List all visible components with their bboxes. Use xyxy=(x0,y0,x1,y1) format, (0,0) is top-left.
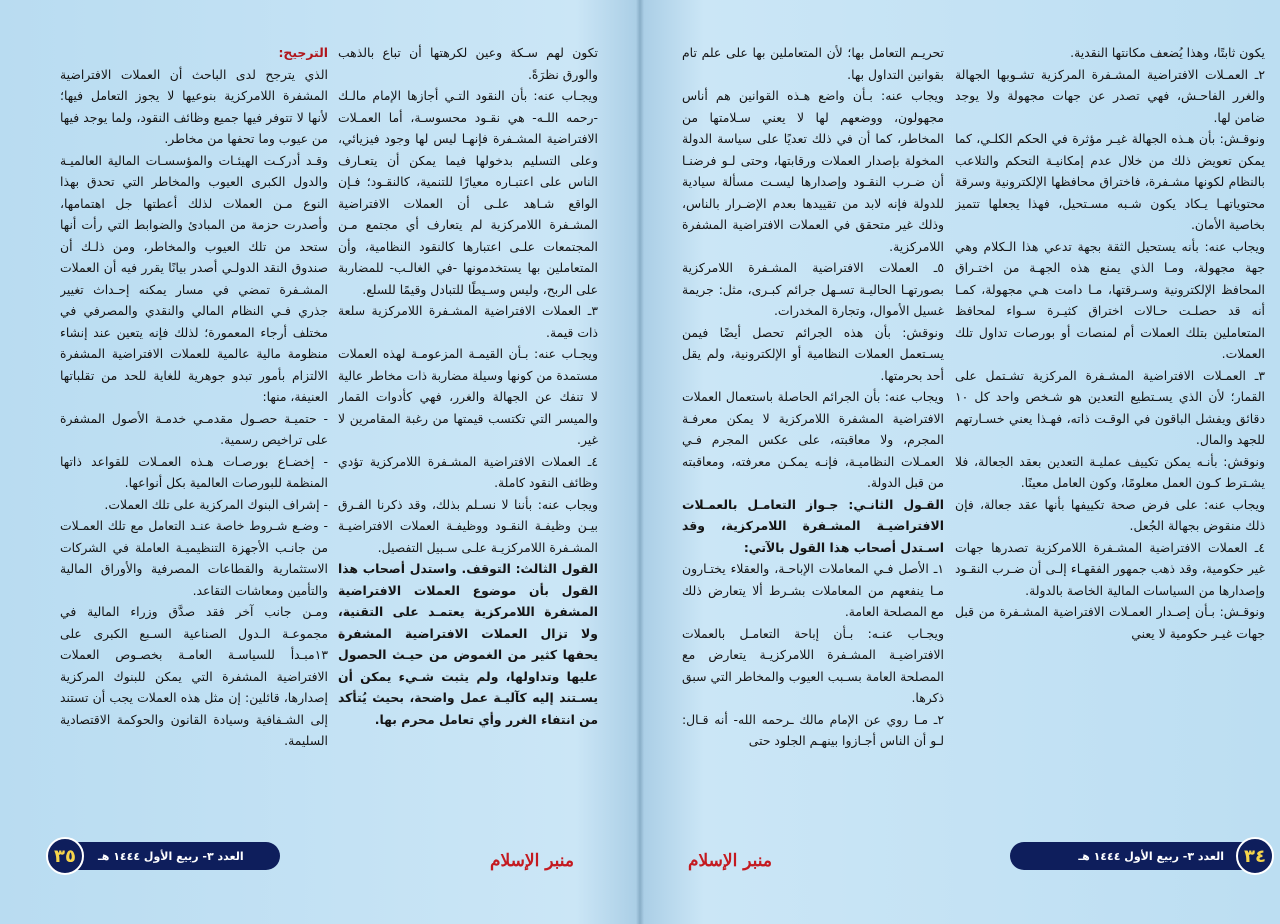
right-page-column-1 xyxy=(955,42,1265,832)
paragraph: ويجـاب عنه: بأن النقود التـي أجازها الإمام مالـك -رحمه اللـه- هي نقـود محسوسـة، أما العمـلات الافتراضية المشـفرة فإنهـا ليس لها وجود فيزيائي، وعلى التسليم بدخولها فيما يمكن أن يتعـارف الناس على اعتبـاره معيارًا للتنمية، كالنقـود؛ فـإن الواقع شـاهد علـى أن العملات الافتراضية المشـفرة اللامركزية لم يتعارف أي مجتمع مـن المجتمعات علـى اعتبارها كالنقود النظامية، وأن المتعاملين بها يستخدمونها -في الغالـب- للمضاربة على الربح، وليس وسـيطًا للتبادل وقيمًا للسلع. xyxy=(338,88,598,297)
paragraph: ويجـاب عنه: بـأن القيمـة المزعومـة لهذه العملات مستمدة من كونها وسيلة مضاربة ذات مخاطر عالية لا تنفك عن الجهالة والغرر، فهي كأدوات القمار والميسر التي تكتسب قيمتها من رغبة المقامرين لا غير. xyxy=(338,346,598,447)
paragraph: ٤ـ العملات الافتراضية المشـفرة اللامركزية تؤدي وظائف النقود كاملة. xyxy=(338,453,598,490)
left-page-column-2 xyxy=(60,42,328,832)
magazine-logo: منبر الإسلام xyxy=(688,851,772,871)
paragraph: ٢ـ العمـلات الافتراضية المشـفرة المركزية تشـوبها الجهالة والغرر الفاحـش، فهي تصدر عن جهات مجهولة ولا يوجد ضامن لها. xyxy=(955,66,1265,125)
paragraph: ٣ـ العملات الافتراضية المشـفرة اللامركزية سلعة ذات قيمة. xyxy=(338,303,598,340)
paragraph: ونوقـش: بـأن إصـدار العمـلات الافتراضية المشـفرة من قبل جهات غيـر حكومية لا يعني xyxy=(955,604,1265,641)
left-page-column-1 xyxy=(338,42,598,832)
paragraph: ونوقش: بأن هذه الجرائم تحصل أيضًا فيمن يسـتعمل العملات النظامية أو الإلكترونية، ولم يقل أحد بحرمتها. xyxy=(682,324,944,383)
paragraph: ونوقـش: بأن هـذه الجهالة غيـر مؤثرة في الحكم الكلـي، كما يمكن تعويض ذلك من خلال عدم إمكانيـة التحكم والتلاعب بالنظام لكونها مشـفرة، فاختراق محافظها الإلكترونية وسرقة محتوياتهـا يـكاد يكون شـبه مسـتحيل، فهذا يجعلها تتميز بخاصية الأمان. xyxy=(955,131,1265,232)
magazine-logo: منبر الإسلام xyxy=(490,851,574,871)
paragraph: - إخضـاع بورصـات هـذه العمـلات للقواعد ذاتها المنظمة للبورصات العالمية بكل أنواعها. xyxy=(60,453,328,490)
paragraph: ٤ـ العملات الافتراضية المشـفرة اللامركزية تصدرها جهات غير حكومية، وقد ذهب جمهور الفقهـاء إلـى أن ضـرب النقـود وإصدارها من السياسات المالية الخاصة بالدولة. xyxy=(955,539,1265,598)
paragraph: تكون لهم سـكة وعين لكرهتها أن تباع بالذهب والورق نظرَةً. xyxy=(338,45,598,82)
paragraph: ٢ـ مـا روي عن الإمام مالك ـرحمه الله- أنه قـال: لـو أن الناس أجـازوا بينهـم الجلود حتى xyxy=(682,711,944,748)
paragraph: - إشراف البنوك المركزية على تلك العملات. xyxy=(104,496,328,512)
left-page-footer xyxy=(52,842,280,870)
paragraph: ويجاب عنه: على فرض صحة تكييفها بأنها عقد جعالة، فإن ذلك منقوض بجهالة الجُعل. xyxy=(955,496,1265,533)
paragraph: ويجاب عنه: بأنه يستحيل الثقة بجهة تدعي هذا الـكلام وهي جهة مجهولة، ومـا الذي يمنع هذه الجهـة من اختـراق المحافظ الإلكترونية وسـرقتها، مـا دامت هـي مجهولة، كمـا أنه قد حصلـت حـالات اختراق كثيـرة سـواء لمحافظ المتعاملين بتلك العملات أم لمنصات أو بورصات تداول تلك العملات. xyxy=(955,238,1265,361)
paragraph: ومـن جانب آخر فقد صدَّق وزراء المالية في مجموعـة الـدول الصناعية السـبع الكبرى على ١٣مبـدأ للسياسـة العامـة بخصـوص العملات الافتراضية المشفرة التي يمكن للبنوك المركزية إصدارها، قائلين: إن مثل هذه العملات يجب أن تستند إلى الشـفافية وسيادة القانون والحوكمة الاقتصادية السليمة. xyxy=(60,604,328,748)
paragraph: القـول الثانـي: جـواز التعامـل بالعمـلات الافتراضيـة المشـفرة اللامركزية، وقد اسـتدل أصحاب هذا القول بالآتي: xyxy=(682,496,944,555)
issue-label: العدد ٣- ربيع الأول ١٤٤٤ هـ xyxy=(98,849,244,863)
page-number: ٣٥ xyxy=(46,837,84,875)
issue-label: العدد ٣- ربيع الأول ١٤٤٤ هـ xyxy=(1078,849,1224,863)
paragraph: ٥ـ العملات الافتراضية المشـفرة اللامركزية بصورتهـا الحاليـة تسـهل جرائم كبـرى، مثل: جريمة غسيل الأموال، وتجارة المخدرات. xyxy=(682,260,944,318)
paragraph: ١ـ الأصل فـي المعاملات الإباحـة، والعقلاء يختـارون مـا ينفعهم من المعاملات بشـرط ألا يتعارض ذلك مع المصلحة العامة. xyxy=(682,561,944,619)
paragraph: وقـد أدركـت الهيئـات والمؤسسـات المالية العالميـة والدول الكبرى العيوب والمخاطر التي تحدق بهذا النوع مـن العملات لذلك أعطتها جل اهتمامها، وأصدرت حزمة من المبادئ والضوابط التي رأت أنها ستحد من تلك العيوب والمخاطر، ومن ذلـك أن صندوق النقد الدولـي أصدر بيانًا يقرر فيه أن العملات المشـفرة تمضي في مسار يمكنه إحـداث تغيير جذري فـي النظام المالي والنقدي والمصرفي في مختلف أرجاء المعمورة؛ لذلك فإنه يتعين عند إنشاء منظومة مالية عالمية للعملات الافتراضية المشفرة الالتزام بأمور تبدو جوهرية للغاية للحد من تقلباتها العنيفة، منها: xyxy=(60,152,328,404)
paragraph: ويجاب عنه: بأننا لا نسـلم بذلك، وقد ذكرنا الفـرق بيـن وظيفـة النقـود ووظيفـة العملات الافتراضيـة المشـفرة اللامركزيـة علـى سـبيل التفصيل. xyxy=(338,496,598,555)
right-page-column-2 xyxy=(682,42,944,848)
paragraph: الذي يترجح لدى الباحث أن العملات الافتراضية المشفرة اللامركزية بنوعيها لا يجوز التعامل فيها؛ لأنها لا تتوفر فيها جميع وظائف النقود، ولما يوجد فيها من عيوب وما تحفها من مخاطر. xyxy=(60,66,328,146)
section-heading: الترجيح: xyxy=(278,45,328,60)
paragraph: ويجاب عنه: بأن الجرائم الحاصلة باستعمال العملات الافتراضية المشفرة اللامركزية لا يمكن معرفـة المجرم، ولا معاقبته، على عكس المجرم فـي العمـلات النظاميـة، فإنـه يمكـن معرفته، ومعاقبته من قبل الدولة. xyxy=(682,389,944,490)
paragraph: يكون ثابتًا، وهذا يُضعف مكانتها النقدية. xyxy=(1070,45,1265,60)
paragraph: ويجـاب عنـه: بـأن إباحة التعامـل بالعملات الافتراضيـة المشـفرة اللامركزيـة يتعارض مع المصلحة العامة بسـبب العيوب والمخاطر التي سبق ذكرها. xyxy=(682,625,944,705)
paragraph: - وضـع شـروط خاصة عنـد التعامل مع تلك العمـلات من جانـب الأجهزة التنظيميـة العاملة في الشركات الاستثمارية والقطاعات المصرفية والأوراق المالية والتأمين ومعاشات التقاعد. xyxy=(60,518,328,598)
paragraph: ونوقش: بأنـه يمكن تكييف عمليـة التعدين بعقد الجعالة، فلا يشـترط كـون العمل معلومًا، وكون العامل معينًا. xyxy=(955,453,1265,490)
page-gutter xyxy=(636,0,644,924)
paragraph: القول الثالث: التوقف. واستدل أصحاب هذا القول بأن موضوع العملات الافتراضية المشفرة اللامركزية يعتمـد على التقنية، ولا تزال العملات الافتراضية المشفرة يحفها كثير من الغموض من حيـث الحصول عليها وتداولها، ولم يثبت شـيء يمكن أن يسـتند إليه كآليـة عمل واضحة، بحيث يُتأكد من انتفاء الغرر وأي تعامل محرم بها. xyxy=(338,561,598,727)
paragraph: ٣ـ العمـلات الافتراضية المشـفرة المركزية تشـتمل على القمار؛ لأن الذي يسـتطيع التعدين هو شـخص واحد كل ١٠ دقائق ويفشل الباقون في الوقـت ذاته، فهـذا يعني خسـارتهم للجهد والمال. xyxy=(955,367,1265,447)
paragraph: تحريـم التعامل بها؛ لأن المتعاملين بها على علم تام بقوانين التداول بها. xyxy=(682,45,944,82)
paragraph: ويجاب عنه: بـأن واضع هـذه القوانين هم أناس مجهولون، ووضعهم لها لا يعني سـلامتها من المخاطر، كما أن في ذلك تعديًا على سياسة الدولة المخولة بإصدار العملات ورقابتها، وحتى لـو فرضنـا أن ضـرب النقـود وإصدارها ليسـت مسألة سيادية للدولة فإنه لابد من تقييدها بعدم الإضـرار بالناس، وذلك غير متحقق في العملات الافتراضية المشفرة اللامركزية. xyxy=(682,88,944,254)
paragraph: - حتميـة حصـول مقدمـي خدمـة الأصول المشفرة على تراخيص رسمية. xyxy=(60,410,328,447)
page-number: ٣٤ xyxy=(1236,837,1274,875)
right-page-footer xyxy=(1010,842,1268,870)
